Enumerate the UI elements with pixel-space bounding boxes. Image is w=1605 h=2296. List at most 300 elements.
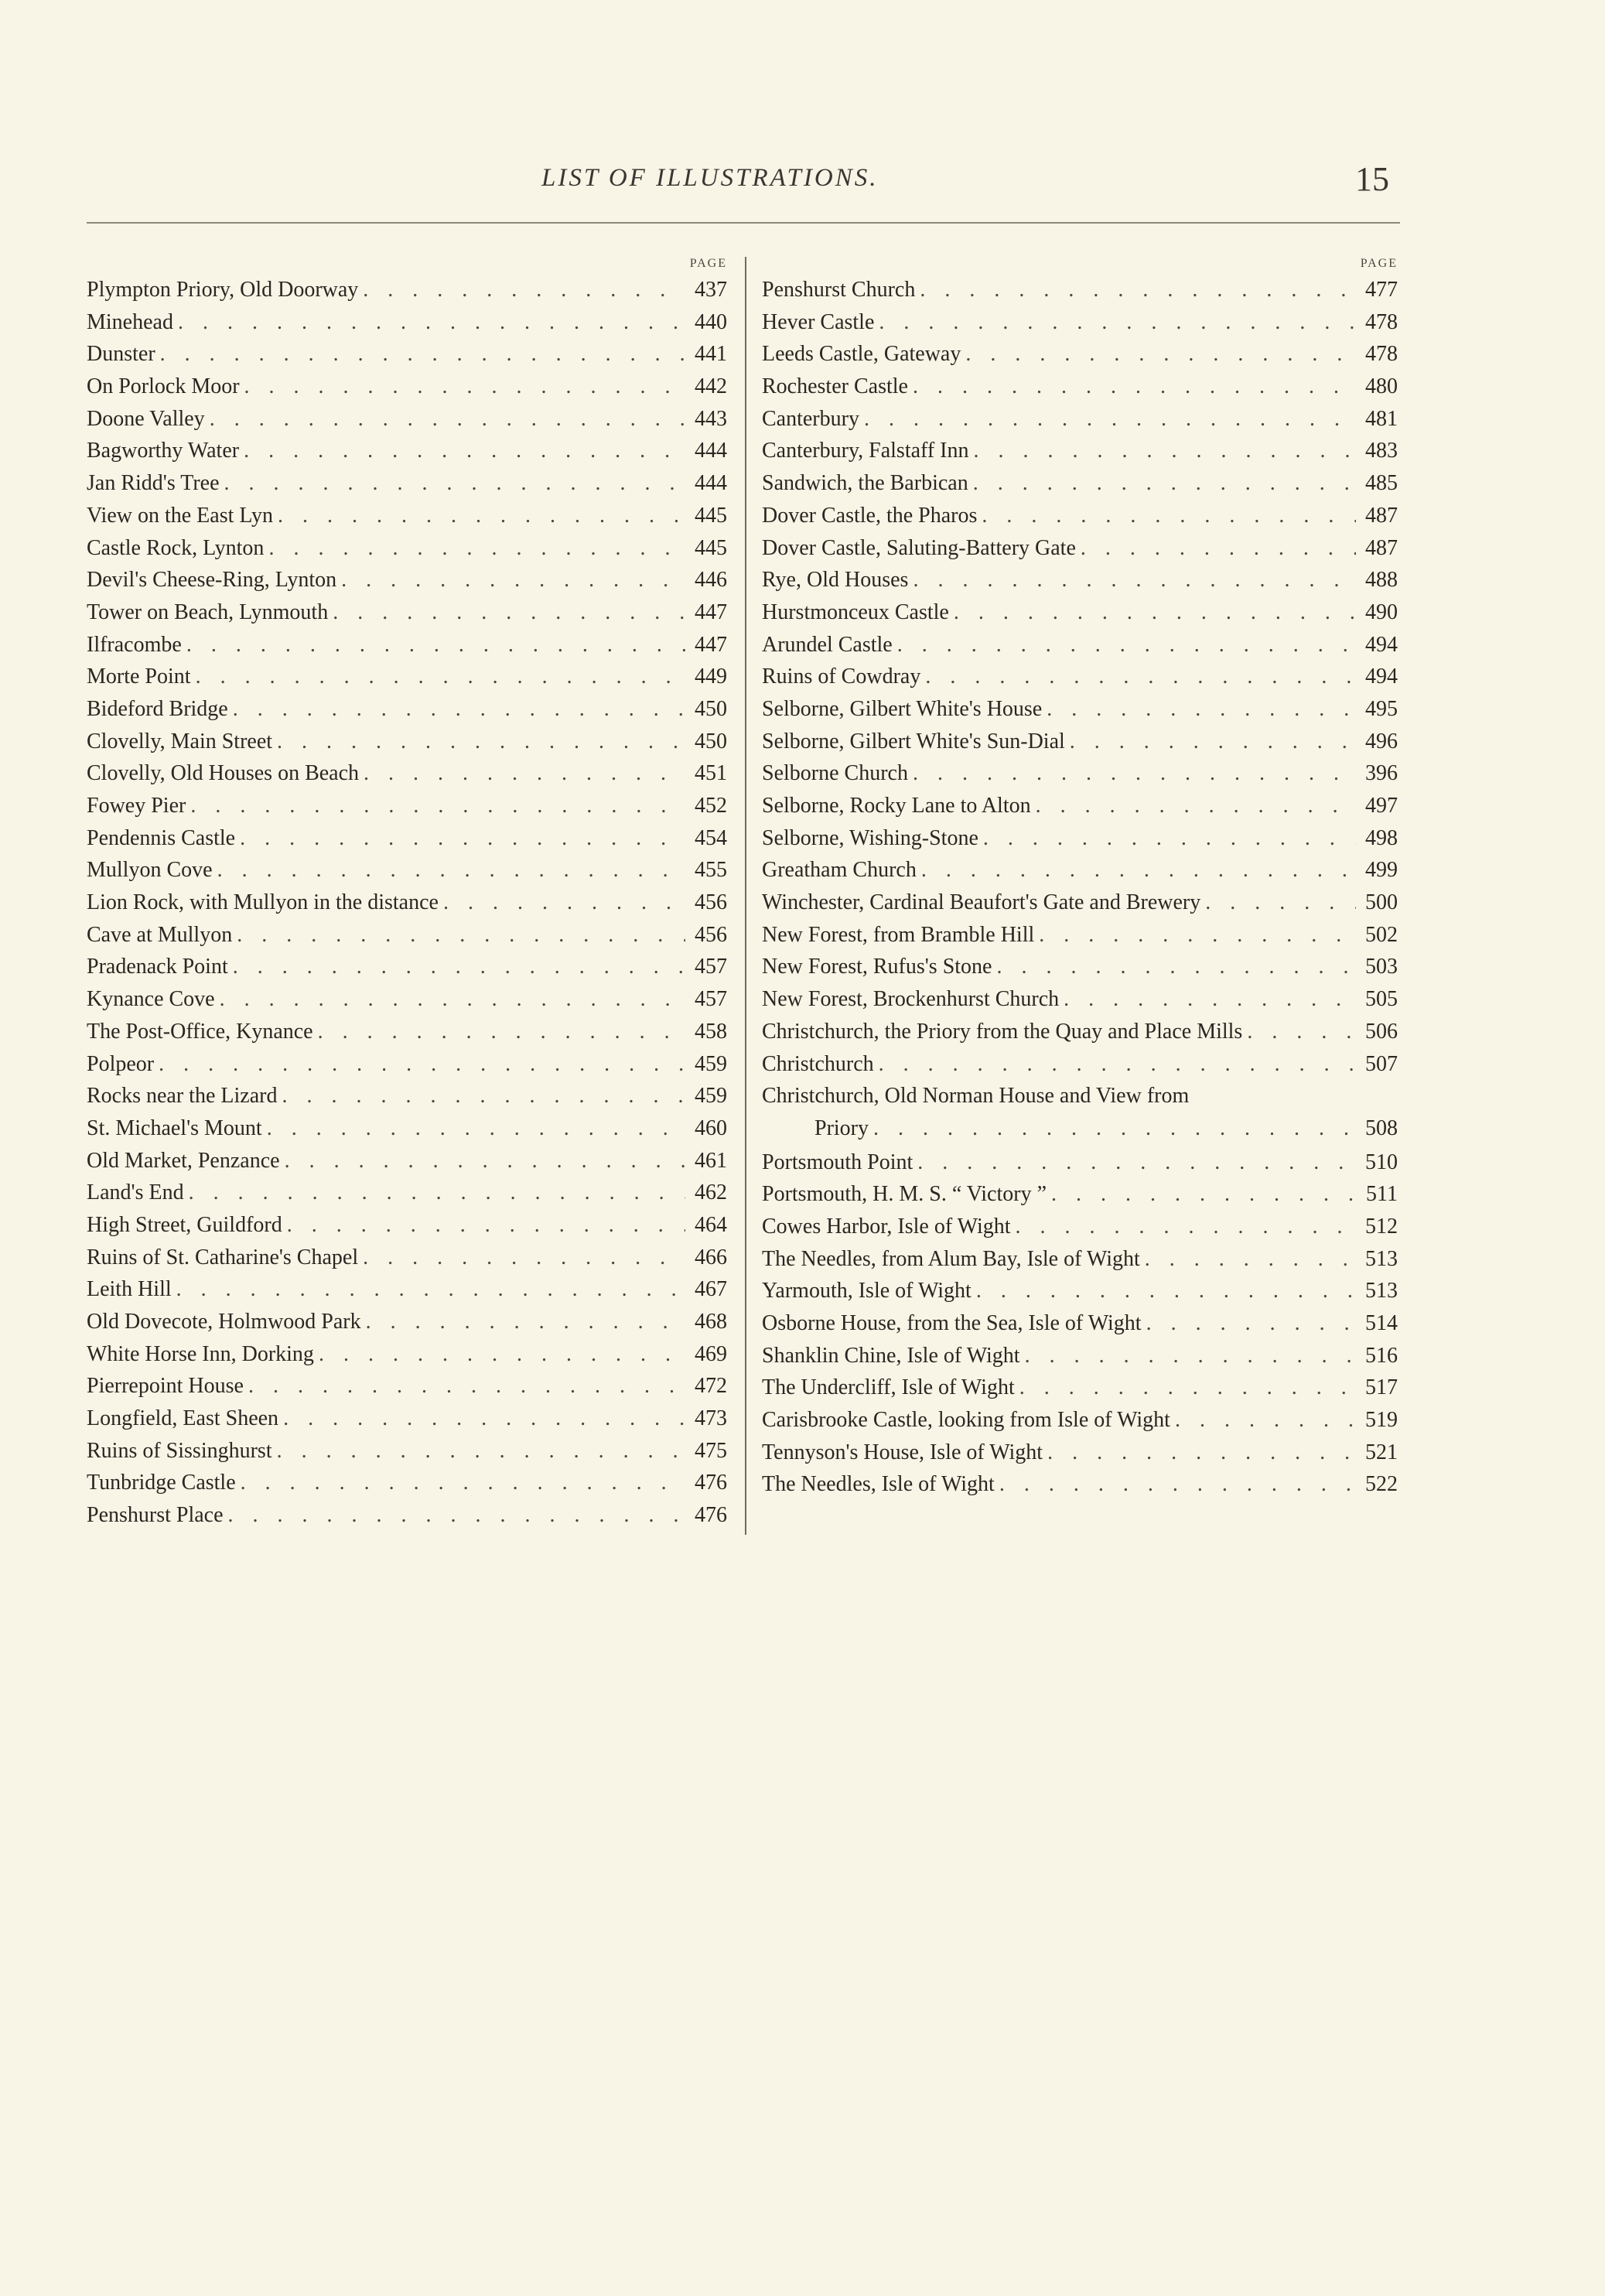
leader-dots [235, 822, 685, 855]
entry-page-number: 519 [1365, 1408, 1398, 1433]
entry-page-number: 445 [695, 535, 727, 560]
entry-title: Portsmouth, H. M. S. “ Victory ” [762, 1182, 1047, 1207]
list-item [87, 467, 727, 500]
leader-dots [1059, 983, 1356, 1016]
entry-title: Pierrepoint House [87, 1374, 244, 1399]
leader-dots [172, 1273, 685, 1306]
list-item [87, 1209, 727, 1242]
entry-title: Yarmouth, Isle of Wight [762, 1279, 972, 1303]
list-item [87, 629, 727, 661]
entry-title: Rocks near the Lizard [87, 1084, 278, 1109]
entry-title: Tennyson's House, Isle of Wight [762, 1440, 1043, 1464]
list-item [762, 435, 1398, 467]
list-item [87, 1467, 727, 1499]
entry-page-number: 485 [1365, 471, 1398, 496]
list-item [87, 403, 727, 436]
entry-page-number: 522 [1365, 1472, 1398, 1497]
entry-title: Portsmouth Point [762, 1150, 913, 1174]
entry-title: Longfield, East Sheen [87, 1406, 279, 1431]
entry-title: The Post-Office, Kynance [87, 1019, 313, 1044]
entry-title: New Forest, Rufus's Stone [762, 955, 992, 979]
leader-dots [184, 1177, 685, 1209]
entry-title: Penshurst Place [87, 1503, 224, 1528]
entry-title: Osborne House, from the Sea, Isle of Wight [762, 1311, 1142, 1335]
entry-title: Christchurch [762, 1051, 874, 1076]
left-column [87, 255, 727, 1532]
entry-title: Clovelly, Old Houses on Beach [87, 761, 360, 786]
leader-dots [232, 919, 685, 952]
entry-title: Jan Ridd's Tree [87, 471, 220, 496]
leader-dots [205, 403, 685, 436]
leader-dots [224, 1499, 685, 1532]
list-item [87, 887, 727, 919]
leader-dots [277, 1080, 685, 1112]
leader-dots [236, 1467, 685, 1499]
entry-page-number: 454 [695, 825, 727, 850]
list-item [762, 822, 1398, 855]
entry-title: Winchester, Cardinal Beaufort's Gate and Brewery [762, 890, 1201, 915]
leader-dots [1065, 726, 1356, 758]
entry-page-number: 446 [695, 568, 727, 593]
entry-page-number: 451 [695, 761, 727, 786]
leader-dots [314, 1338, 685, 1371]
leader-dots [220, 467, 685, 500]
entry-title: Bideford Bridge [87, 696, 228, 721]
entry-title: Plympton Priory, Old Doorway [87, 278, 359, 302]
entry-title: White Horse Inn, Dorking [87, 1341, 314, 1366]
list-item [762, 1243, 1398, 1276]
leader-dots [155, 338, 685, 371]
entry-page-number: 490 [1365, 600, 1398, 624]
entry-page-number: 456 [695, 922, 727, 947]
list-item [87, 1177, 727, 1209]
list-item [87, 1273, 727, 1306]
entry-title: Ruins of St. Catharine's Chapel [87, 1245, 359, 1269]
entry-title: Greatham Church [762, 858, 917, 883]
leader-dots [239, 435, 685, 467]
leader-dots [1076, 532, 1356, 565]
leader-dots [972, 1275, 1356, 1307]
list-item [87, 854, 727, 887]
entry-title: The Undercliff, Isle of Wight [762, 1375, 1015, 1400]
leader-dots [439, 887, 685, 919]
leader-dots [1042, 693, 1356, 726]
leader-dots [913, 1146, 1356, 1179]
leader-dots [874, 1048, 1356, 1081]
list-item [762, 1404, 1398, 1437]
entry-page-number: 457 [695, 955, 727, 979]
entry-title: New Forest, from Bramble Hill [762, 922, 1035, 947]
list-item [762, 338, 1398, 371]
entry-title: Cowes Harbor, Isle of Wight [762, 1214, 1011, 1239]
list-item [762, 532, 1398, 565]
list-item [762, 661, 1398, 693]
entry-page-number: 457 [695, 987, 727, 1012]
list-item [87, 661, 727, 693]
entry-page-number: 478 [1365, 342, 1398, 367]
list-item [762, 371, 1398, 403]
leader-dots [908, 757, 1356, 790]
entry-page-number: 514 [1365, 1311, 1398, 1335]
leader-dots [920, 661, 1356, 693]
entry-title: Christchurch, the Priory from the Quay and Place Mills [762, 1019, 1243, 1044]
entry-page-number: 511 [1366, 1182, 1398, 1207]
leader-dots [1011, 1211, 1356, 1243]
entry-page-number: 396 [1365, 761, 1398, 786]
entry-title: Shanklin Chine, Isle of Wight [762, 1343, 1020, 1368]
entry-title: Ilfracombe [87, 632, 182, 657]
entry-title: View on the East Lyn [87, 503, 273, 528]
entry-page-number: 521 [1365, 1440, 1398, 1464]
leader-dots [228, 693, 685, 726]
entry-page-number: 452 [695, 794, 727, 818]
entry-page-number: 503 [1365, 955, 1398, 979]
entry-title: Arundel Castle [762, 632, 893, 657]
entry-page-number: 456 [695, 890, 727, 915]
list-item [87, 983, 727, 1016]
list-item [762, 1468, 1398, 1501]
entry-page-number: 443 [695, 406, 727, 431]
list-item [87, 757, 727, 790]
list-item [87, 1016, 727, 1048]
list-item [87, 951, 727, 983]
entry-title: Sandwich, the Barbican [762, 471, 968, 496]
entry-title: Polpeor [87, 1051, 155, 1076]
entry-page-number: 494 [1365, 632, 1398, 657]
entry-page-number: 445 [695, 503, 727, 528]
entry-title: Selborne, Gilbert White's House [762, 696, 1043, 721]
list-item [762, 274, 1398, 306]
leader-dots [336, 564, 685, 596]
list-item [87, 564, 727, 596]
leader-dots [361, 1306, 685, 1338]
entry-title: Dunster [87, 342, 155, 367]
illustration-list-right [762, 274, 1398, 1080]
leader-dots [272, 726, 685, 758]
entry-page-number: 449 [695, 665, 727, 689]
leader-dots [228, 951, 685, 983]
leader-dots [262, 1112, 685, 1145]
leader-dots [173, 306, 685, 339]
leader-dots [949, 596, 1356, 629]
list-item [87, 338, 727, 371]
entry-page-number: 473 [695, 1406, 727, 1431]
entry-page-number: 450 [695, 729, 727, 753]
list-item [87, 1403, 727, 1435]
leader-dots [182, 629, 685, 661]
list-item [762, 1437, 1398, 1469]
entry-page-number: 462 [695, 1180, 727, 1205]
list-item [87, 1048, 727, 1081]
entry-title: New Forest, Brockenhurst Church [762, 987, 1060, 1012]
leader-dots [869, 1112, 1356, 1145]
entry-title: Leith Hill [87, 1277, 172, 1302]
list-item [762, 1275, 1398, 1307]
entry-page-number: 483 [1365, 439, 1398, 463]
entry-title: Ruins of Sissinghurst [87, 1438, 272, 1463]
leader-dots [359, 757, 685, 790]
entry-title: Doone Valley [87, 406, 205, 431]
leader-dots [1020, 1340, 1356, 1372]
list-item-wrapped-line: Christchurch, Old Norman House and View from [762, 1084, 1190, 1109]
list-item [87, 1338, 727, 1371]
illustration-list-left [87, 274, 727, 1532]
leader-dots [1170, 1404, 1356, 1437]
list-item [762, 726, 1398, 758]
list-item [762, 1340, 1398, 1372]
entry-page-number: 497 [1365, 794, 1398, 818]
entry-page-number: 516 [1365, 1343, 1398, 1368]
entry-page-number: 476 [695, 1503, 727, 1528]
page-column-heading: PAGE [689, 257, 727, 270]
list-item [762, 757, 1398, 790]
entry-page-number: 478 [1365, 309, 1398, 334]
entry-title: Old Market, Penzance [87, 1148, 280, 1173]
list-item [762, 1372, 1398, 1404]
right-column [762, 255, 1398, 1501]
leader-dots [186, 790, 685, 822]
entry-page-number: 441 [695, 342, 727, 367]
leader-dots [915, 274, 1356, 306]
entry-title: Pendennis Castle [87, 825, 236, 850]
leader-dots [859, 403, 1356, 436]
list-item [762, 854, 1398, 887]
entry-page-number: 442 [695, 374, 727, 399]
entry-title: Pradenack Point [87, 955, 228, 979]
leader-dots [977, 500, 1356, 532]
list-item [762, 790, 1398, 822]
entry-title: Mullyon Cove [87, 858, 213, 883]
list-item [762, 500, 1398, 532]
entry-title: Selborne, Gilbert White's Sun-Dial [762, 729, 1065, 753]
entry-page-number: 461 [695, 1148, 727, 1173]
entry-title: Selborne, Rocky Lane to Alton [762, 794, 1031, 818]
entry-title: Tower on Beach, Lynmouth [87, 600, 329, 624]
entry-page-number: 468 [695, 1310, 727, 1334]
entry-page-number: 499 [1365, 858, 1398, 883]
leader-dots [992, 951, 1357, 983]
entry-page-number: 440 [695, 309, 727, 334]
entry-page-number: 506 [1365, 1019, 1398, 1044]
entry-title: Land's End [87, 1180, 184, 1205]
leader-dots [1015, 1372, 1356, 1404]
entry-page-number: 496 [1365, 729, 1398, 753]
entry-page-number: 469 [695, 1341, 727, 1366]
list-item [762, 1211, 1398, 1243]
leader-dots [191, 661, 685, 693]
entry-page-number: 487 [1365, 503, 1398, 528]
entry-title: Morte Point [87, 665, 191, 689]
entry-page-number: 513 [1365, 1279, 1398, 1303]
list-item [762, 919, 1398, 952]
entry-title: Rye, Old Houses [762, 568, 909, 593]
entry-title: Devil's Cheese-Ring, Lynton [87, 568, 337, 593]
entry-title: Bagworthy Water [87, 439, 240, 463]
leader-dots [358, 1242, 685, 1274]
list-item [87, 1306, 727, 1338]
entry-title: St. Michael's Mount [87, 1116, 262, 1140]
entry-page-number: 459 [695, 1051, 727, 1076]
leader-dots [978, 822, 1356, 855]
entry-page-number: 450 [695, 696, 727, 721]
leader-dots [1242, 1016, 1356, 1048]
entry-page-number: 517 [1365, 1375, 1398, 1400]
list-item [87, 596, 727, 629]
entry-page-number: 498 [1365, 825, 1398, 850]
list-item [87, 371, 727, 403]
entry-title: Ruins of Cowdray [762, 665, 921, 689]
entry-title: Minehead [87, 309, 173, 334]
entry-title: Rochester Castle [762, 374, 908, 399]
entry-title: Leeds Castle, Gateway [762, 342, 961, 367]
entry-page-number: 464 [695, 1212, 727, 1237]
leader-dots [272, 1435, 685, 1467]
list-item [762, 1112, 1398, 1145]
leader-dots [215, 983, 685, 1016]
entry-title: Dover Castle, Saluting-Battery Gate [762, 535, 1076, 560]
entry-title: Cave at Mullyon [87, 922, 233, 947]
leader-dots [328, 596, 685, 629]
entry-page-number: 481 [1365, 406, 1398, 431]
entry-page-number: 437 [695, 278, 727, 302]
entry-title: Hever Castle [762, 309, 875, 334]
list-item [87, 274, 727, 306]
list-item [87, 790, 727, 822]
entry-title: On Porlock Moor [87, 374, 240, 399]
illustration-list-right-continued [762, 1146, 1398, 1502]
entry-page-number: 472 [695, 1374, 727, 1399]
entry-page-number: 466 [695, 1245, 727, 1269]
leader-dots [1047, 1178, 1356, 1211]
leader-dots [313, 1016, 685, 1048]
entry-page-number: 455 [695, 858, 727, 883]
list-item [87, 1080, 727, 1112]
list-item [87, 1145, 727, 1177]
entry-title: High Street, Guildford [87, 1212, 282, 1237]
leader-dots [874, 306, 1356, 339]
list-item [87, 1370, 727, 1403]
entry-page-number: 505 [1365, 987, 1398, 1012]
leader-dots [213, 854, 685, 887]
leader-dots [1200, 887, 1356, 919]
list-item [87, 532, 727, 565]
list-item [762, 887, 1398, 919]
leader-dots [908, 564, 1356, 596]
running-head-title: LIST OF ILLUSTRATIONS. [541, 164, 879, 192]
entry-page-number: 480 [1365, 374, 1398, 399]
entry-page-number: 494 [1365, 665, 1398, 689]
entry-page-number: 507 [1365, 1051, 1398, 1076]
entry-page-number: 508 [1365, 1116, 1398, 1140]
entry-page-number: 444 [695, 471, 727, 496]
entry-page-number: 495 [1365, 696, 1398, 721]
page-column-heading: PAGE [1360, 257, 1398, 270]
entry-page-number: 476 [695, 1471, 727, 1495]
entry-title: Selborne, Wishing-Stone [762, 825, 978, 850]
entry-title: Tunbridge Castle [87, 1471, 236, 1495]
entry-page-number: 447 [695, 600, 727, 624]
leader-dots [1031, 790, 1356, 822]
list-item [87, 726, 727, 758]
list-item [762, 983, 1398, 1016]
list-item [87, 1499, 727, 1532]
leader-dots [969, 435, 1357, 467]
list-item [87, 1112, 727, 1145]
entry-page-number: 502 [1365, 922, 1398, 947]
leader-dots [995, 1468, 1356, 1501]
list-item [762, 951, 1398, 983]
entry-title: Dover Castle, the Pharos [762, 503, 978, 528]
entry-page-number: 460 [695, 1116, 727, 1140]
leader-dots [280, 1145, 685, 1177]
leader-dots [893, 629, 1356, 661]
leader-dots [1043, 1437, 1356, 1469]
list-item [762, 596, 1398, 629]
entry-title: The Needles, Isle of Wight [762, 1472, 995, 1497]
list-item [762, 1146, 1398, 1179]
list-item [762, 1016, 1398, 1048]
list-item [762, 1048, 1398, 1081]
leader-dots [244, 1370, 685, 1403]
entry-page-number: 458 [695, 1019, 727, 1044]
entry-page-number: 513 [1365, 1246, 1398, 1271]
list-item [762, 403, 1398, 436]
entry-page-number: 487 [1365, 535, 1398, 560]
entry-title: Hurstmonceux Castle [762, 600, 949, 624]
list-item [762, 1178, 1398, 1211]
list-item [87, 306, 727, 339]
leader-dots [968, 467, 1356, 500]
entry-title: Selborne Church [762, 761, 908, 786]
leader-dots [358, 274, 685, 306]
running-head [0, 160, 1605, 210]
list-item [87, 435, 727, 467]
leader-dots [154, 1048, 685, 1081]
leader-dots [908, 371, 1356, 403]
entry-title: Castle Rock, Lynton [87, 535, 265, 560]
leader-dots [961, 338, 1356, 371]
entry-title: Lion Rock, with Mullyon in the distance [87, 890, 439, 915]
header-rule [87, 222, 1400, 224]
entry-title: Kynance Cove [87, 987, 215, 1012]
entry-page-number: 500 [1365, 890, 1398, 915]
entry-title: The Needles, from Alum Bay, Isle of Wight [762, 1246, 1140, 1271]
entry-title: Canterbury, Falstaff Inn [762, 439, 969, 463]
column-divider [745, 257, 746, 1535]
leader-dots [917, 854, 1356, 887]
entry-page-number: 512 [1365, 1214, 1398, 1239]
list-item [762, 629, 1398, 661]
leader-dots [1034, 919, 1356, 952]
list-item [87, 1242, 727, 1274]
entry-page-number: 467 [695, 1277, 727, 1302]
list-item [87, 1435, 727, 1467]
list-item [87, 822, 727, 855]
leader-dots [1142, 1307, 1356, 1340]
list-item [87, 919, 727, 952]
entry-title: Canterbury [762, 406, 859, 431]
list-item [87, 693, 727, 726]
leader-dots [278, 1403, 685, 1435]
entry-page-number: 488 [1365, 568, 1398, 593]
leader-dots [273, 500, 685, 532]
running-head-page-number: 15 [1355, 160, 1389, 198]
leader-dots [264, 532, 685, 565]
list-item [87, 500, 727, 532]
entry-title: Penshurst Church [762, 278, 916, 302]
leader-dots [240, 371, 685, 403]
list-item [762, 564, 1398, 596]
